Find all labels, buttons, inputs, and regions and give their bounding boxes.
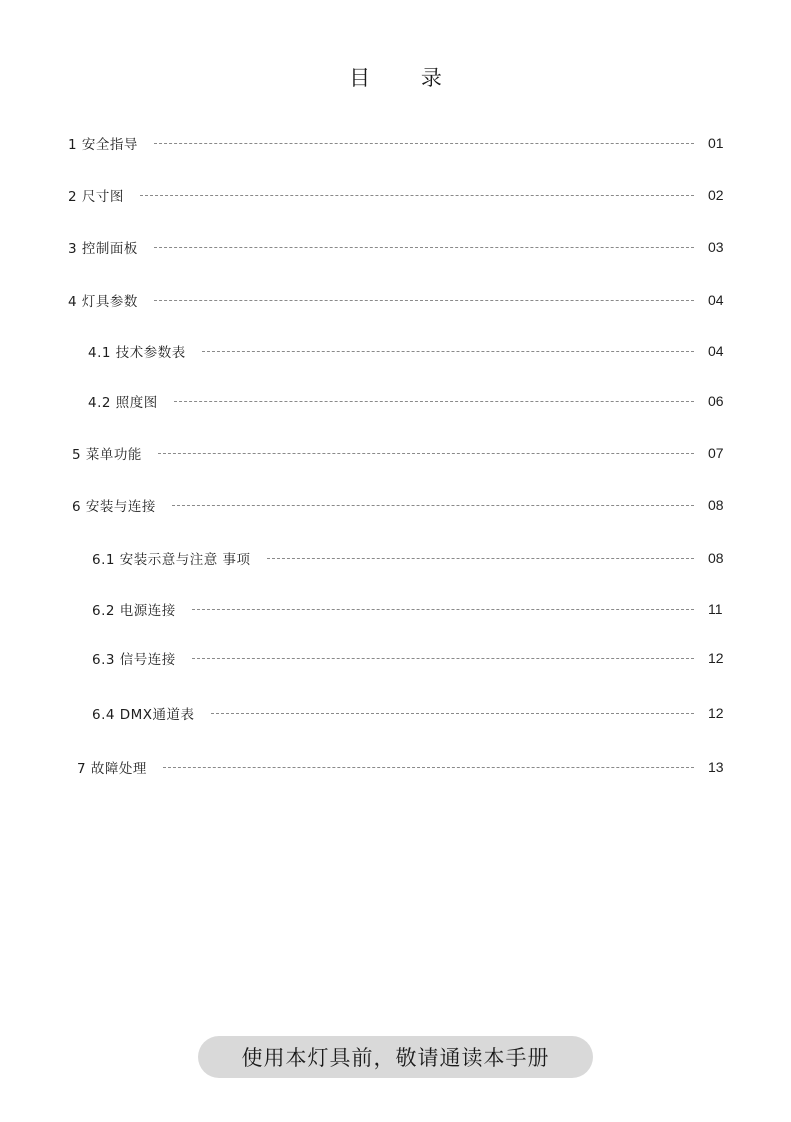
- toc-entry: [88, 391, 728, 411]
- toc-entry: [92, 648, 728, 668]
- toc-leader-dots: [154, 143, 694, 144]
- toc-entry-label: 4.2 照度图: [88, 395, 158, 411]
- toc-entry-label: 4.1 技术参数表: [88, 345, 186, 361]
- toc-entry: [92, 548, 728, 568]
- toc-entry: [72, 495, 728, 515]
- toc-entry: [92, 703, 728, 723]
- footer-notice-text: 使用本灯具前，敬请通读本手册: [241, 1046, 550, 1070]
- toc-entry-label: 6 安装与连接: [72, 499, 156, 515]
- toc-page-number: 08: [708, 497, 724, 513]
- toc-entry-label: 6.2 电源连接: [92, 603, 176, 619]
- toc-entry-label: 4 灯具参数: [68, 294, 138, 310]
- toc-entry-label: 2 尺寸图: [68, 189, 124, 205]
- toc-leader-dots: [154, 300, 694, 301]
- toc-leader-dots: [192, 658, 694, 659]
- toc-leader-dots: [174, 401, 694, 402]
- toc-leader-dots: [267, 558, 694, 559]
- toc-leader-dots: [211, 713, 694, 714]
- toc-page-number: 06: [708, 393, 724, 409]
- toc-leader-dots: [158, 453, 694, 454]
- toc-page-number: 07: [708, 445, 724, 461]
- toc-page-number: 03: [708, 239, 724, 255]
- toc-page-number: 11: [708, 601, 723, 617]
- toc-page-number: 12: [708, 705, 724, 721]
- toc-entry: [68, 185, 728, 205]
- toc-leader-dots: [202, 351, 694, 352]
- toc-page-number: 04: [708, 343, 724, 359]
- toc-page-number: 08: [708, 550, 724, 566]
- toc-leader-dots: [140, 195, 694, 196]
- toc-entry-label: 7 故障处理: [77, 761, 147, 777]
- toc-entry-label: 6.3 信号连接: [92, 652, 176, 668]
- toc-page-number: 01: [708, 135, 724, 151]
- toc-page-number: 13: [708, 759, 724, 775]
- toc-entry-label: 5 菜单功能: [72, 447, 142, 463]
- toc-entry: [68, 133, 728, 153]
- toc-entry: [68, 290, 728, 310]
- toc-entry-label: 6.4 DMX通道表: [92, 707, 195, 723]
- toc-entry: [92, 599, 728, 619]
- toc-page-number: 12: [708, 650, 724, 666]
- toc-entry: [72, 443, 728, 463]
- page-title: 目 录: [349, 66, 464, 90]
- toc-leader-dots: [163, 767, 694, 768]
- toc-leader-dots: [154, 247, 694, 248]
- toc-entry: [68, 237, 728, 257]
- toc-entry-label: 1 安全指导: [68, 137, 138, 153]
- footer-notice-banner: [198, 1036, 593, 1078]
- toc-entry-label: 3 控制面板: [68, 241, 138, 257]
- toc-entry-label: 6.1 安装示意与注意 事项: [92, 552, 251, 568]
- toc-page-number: 04: [708, 292, 724, 308]
- toc-page-number: 02: [708, 187, 724, 203]
- toc-leader-dots: [192, 609, 694, 610]
- toc-leader-dots: [172, 505, 694, 506]
- toc-entry: [77, 757, 728, 777]
- toc-entry: [88, 341, 728, 361]
